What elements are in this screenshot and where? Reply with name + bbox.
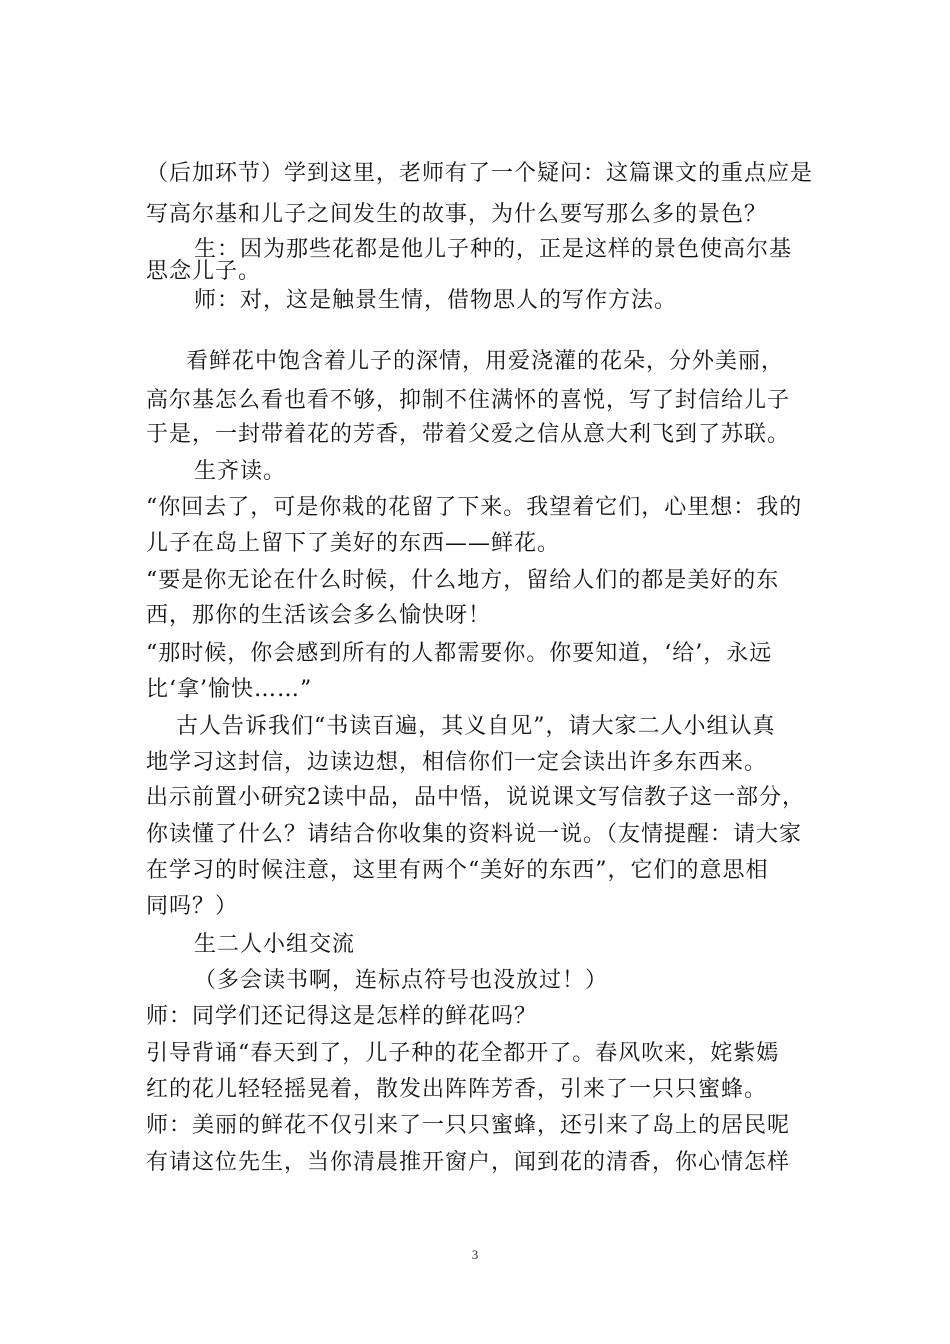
- text-line: 西，那你的生活该会多么愉快呀！: [146, 603, 492, 628]
- text-line: 有请这位先生，当你清晨推开窗户，闻到花的清香，你心情怎样: [146, 1150, 791, 1175]
- text-line: “你回去了，可是你栽的花留了下来。我望着它们，心里想：我的: [146, 495, 803, 520]
- text-line: 你读懂了什么？请结合你收集的资料说一说。（友情提醒：请大家: [146, 822, 803, 847]
- text-line: （后加环节）学到这里，老师有了一个疑问：这篇课文的重点应是: [146, 161, 814, 186]
- text-line: 儿子在岛上留下了美好的东西——鲜花。: [146, 531, 561, 556]
- page-number: 3: [471, 1247, 479, 1262]
- text-line: 出示前置小研究2读中品，品中悟，说说课文写信教子这一部分，: [146, 785, 805, 810]
- text-line: 引导背诵“春天到了，儿子种的花全都开了。春风吹来，姹紫嫣: [146, 1041, 780, 1066]
- text-line: 同吗？）: [146, 894, 239, 919]
- text-line: 师：对，这是触景生情，借物思人的写作方法。: [194, 288, 678, 313]
- text-line: 在学习的时候注意，这里有两个“美好的东西”，它们的意思相: [146, 858, 769, 883]
- text-line: （多会读书啊，连标点符号也没放过！）: [194, 968, 609, 993]
- text-line: 生：因为那些花都是他儿子种的，正是这样的景色使高尔基: [194, 237, 793, 262]
- text-line: 古人告诉我们“书读百遍，其义自见”，请大家二人小组认真: [176, 714, 776, 739]
- text-line: 高尔基怎么看也看不够，抑制不住满怀的喜悦，写了封信给儿子: [146, 388, 791, 413]
- text-line: 师：同学们还记得这是怎样的鲜花吗？: [146, 1004, 538, 1029]
- text-line: 写高尔基和儿子之间发生的故事，为什么要写那么多的景色？: [146, 202, 768, 227]
- text-line: 于是，一封带着花的芳香，带着父爱之信从意大利飞到了苏联。: [146, 422, 791, 447]
- text-line: 生齐读。: [194, 459, 287, 484]
- text-line: 地学习这封信，边读边想，相信你们一定会读出许多东西来。: [146, 750, 768, 775]
- text-line: 思念儿子。: [146, 259, 262, 284]
- text-line: “那时候，你会感到所有的人都需要你。你要知道，‘给’，永远: [146, 641, 773, 666]
- text-line: 红的花儿轻轻摇晃着，散发出阵阵芳香，引来了一只只蜜蜂。: [146, 1077, 768, 1102]
- text-line: 比‘拿’愉快……”: [146, 677, 313, 702]
- text-line: 生二人小组交流: [194, 932, 356, 957]
- text-line: “要是你无论在什么时候，什么地方，留给人们的都是美好的东: [146, 568, 780, 593]
- text-line: 师：美丽的鲜花不仅引来了一只只蜜蜂，还引来了岛上的居民呢: [146, 1113, 791, 1138]
- text-line: 看鲜花中饱含着儿子的深情，用爱浇灌的花朵，分外美丽，: [186, 349, 785, 374]
